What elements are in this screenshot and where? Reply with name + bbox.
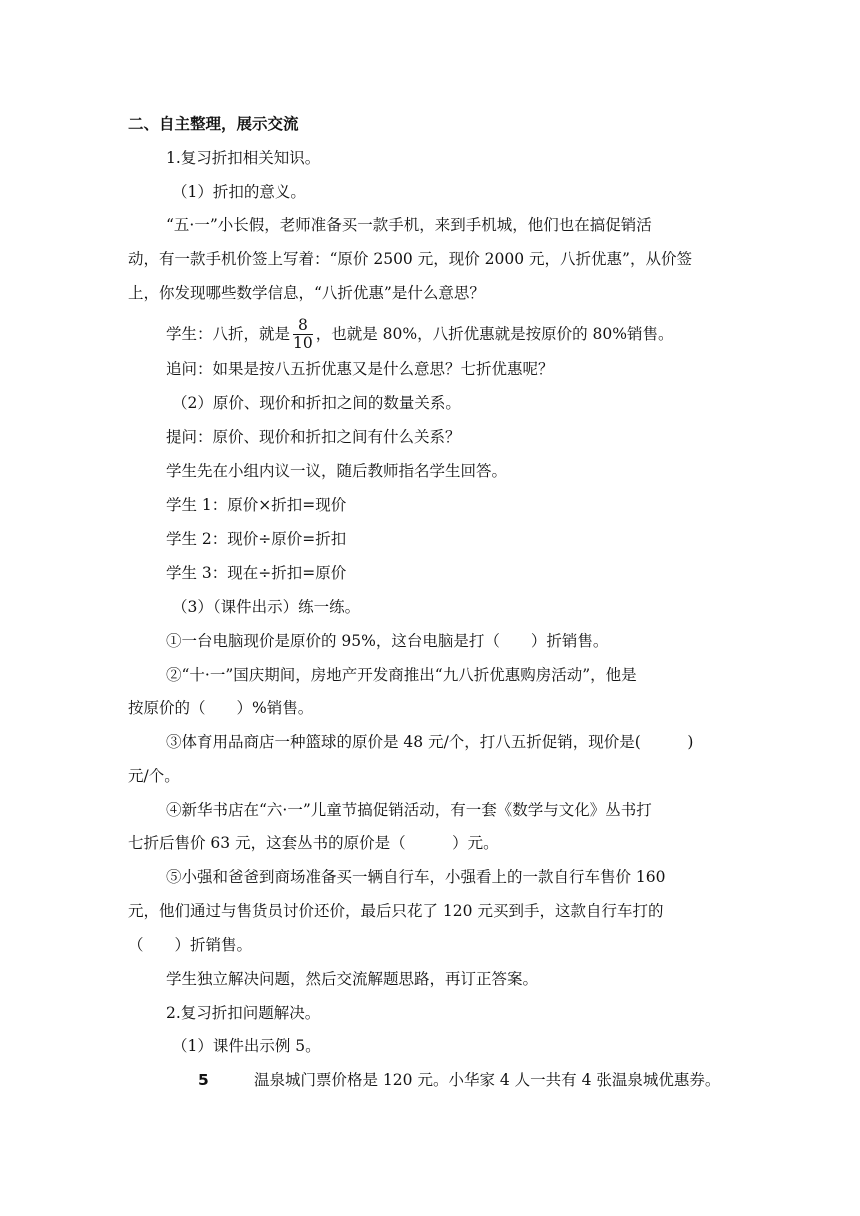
- paragraph-line: （1）折扣的意义。: [172, 183, 306, 201]
- paragraph-line: ①一台电脑现价是原价的 95%，这台电脑是打（ ）折销售。: [166, 632, 609, 650]
- paragraph-line: ④新华书店在“六·一”儿童节搞促销活动，有一套《数学与文化》丛书打: [166, 801, 652, 819]
- paragraph-line: 七折后售价 63 元，这套丛书的原价是（ ）元。: [128, 834, 499, 852]
- paragraph-line: 学生先在小组内议一议，随后教师指名学生回答。: [166, 462, 508, 480]
- fraction-line-prefix: 学生：八折，就是: [166, 325, 291, 343]
- paragraph-line: ②“十·一”国庆期间，房地产开发商推出“九八折优惠购房活动”，他是: [166, 666, 637, 684]
- paragraph-line: 追问：如果是按八五折优惠又是什么意思？七折优惠呢？: [166, 360, 554, 378]
- paragraph-line: 学生独立解决问题，然后交流解题思路，再订正答案。: [166, 970, 539, 988]
- paragraph-line: 动，有一款手机价签上写着：“原价 2500 元，现价 2000 元，八折优惠”，从价签: [128, 250, 692, 268]
- paragraph-line: 元/个。: [128, 767, 180, 785]
- paragraph-line: 学生 2：现价÷原价=折扣: [166, 530, 347, 548]
- paragraph-line: “五·一”小长假，老师准备买一款手机，来到手机城，他们也在搞促销活: [166, 216, 652, 234]
- example-number: 5: [198, 1071, 209, 1089]
- paragraph-line: 2.复习折扣问题解决。: [166, 1004, 321, 1022]
- example-line: [198, 1069, 818, 1091]
- paragraph-line: （1）课件出示例 5。: [172, 1037, 321, 1055]
- paragraph-line: ⑤小强和爸爸到商场准备买一辆自行车，小强看上的一款自行车售价 160: [166, 868, 666, 886]
- paragraph-line: 提问：原价、现价和折扣之间有什么关系？: [166, 428, 461, 446]
- paragraph-line: （ ）折销售。: [128, 936, 253, 954]
- paragraph-line: 上，你发现哪些数学信息，“八折优惠”是什么意思？: [128, 284, 485, 302]
- example-text: 温泉城门票价格是 120 元。小华家 4 人一共有 4 张温泉城优惠券。: [254, 1071, 721, 1089]
- paragraph-line: 学生 3：现在÷折扣=原价: [166, 564, 347, 582]
- paragraph-line-with-fraction: [166, 314, 786, 354]
- paragraph-line: 按原价的（ ）%销售。: [128, 699, 314, 717]
- paragraph-line: 学生 1：原价×折扣=现价: [166, 496, 347, 514]
- fraction: [293, 317, 313, 352]
- paragraph-line: 元，他们通过与售货员讨价还价，最后只花了 120 元买到手，这款自行车打的: [128, 902, 664, 920]
- paragraph-line: （3）（课件出示）练一练。: [172, 598, 361, 616]
- paragraph-line: （2）原价、现价和折扣之间的数量关系。: [172, 394, 461, 412]
- section-title: 二、自主整理，展示交流: [128, 115, 299, 133]
- paragraph-line: 1.复习折扣相关知识。: [166, 149, 321, 167]
- fraction-numerator: 8: [293, 317, 313, 335]
- fraction-line-suffix: ，也就是 80%，八折优惠就是按原价的 80%销售。: [315, 325, 674, 343]
- fraction-denominator: 10: [293, 333, 313, 352]
- paragraph-line: ③体育用品商店一种篮球的原价是 48 元/个，打八五折促销，现价是( ): [166, 733, 694, 751]
